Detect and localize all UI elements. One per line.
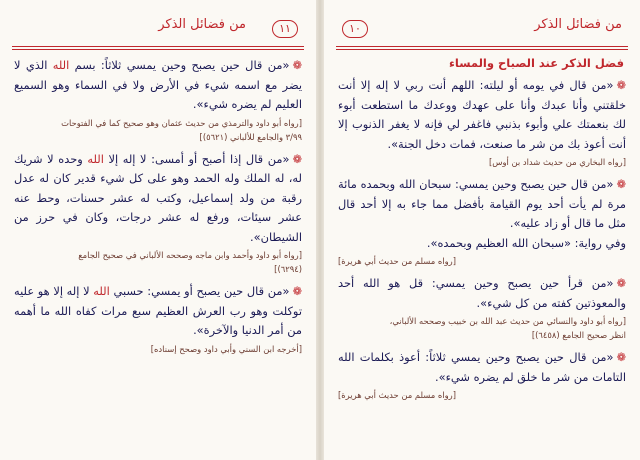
section-title: فضل الذكر عند الصباح والمساء	[449, 56, 624, 70]
right-page	[324, 0, 640, 460]
right-hadith-4	[338, 348, 626, 387]
left-header-title: من فضائل الذكر	[158, 17, 246, 32]
reference-line: (٦٢٩٤)]	[274, 264, 302, 274]
reference-line: [أخرجه ابن السني وأبي داود وصحح إسناده]	[150, 343, 302, 354]
right-header-title: من فضائل الذكر	[534, 17, 622, 32]
reference-line: انظر صحيح الجامع (٦٤٥٨)]	[531, 330, 626, 340]
right-hadith-1-text: «من قال في يومه أو ليلته: اللهم أنت ربي لا إله إلا أنت خلقتني وأنا عبدك وأنا على عهدك ووعدك ما استطعت أبوء لك بنعمتك علي وأبوء بذنبي فاغفر لي فإنه لا يغفر الذنوب إلا أنت أعوذ بك من شر ما صنعت، فمات دخل الجنة».	[338, 78, 626, 151]
flower-ornament-icon: ❁	[616, 276, 626, 290]
left-hadith-1	[14, 56, 302, 115]
left-page-header	[12, 14, 304, 48]
reference-line: [رواه أبو داود والترمذي من حديث عثمان وهو صحيح كما في الفتوحات	[61, 117, 302, 128]
left-page-content	[14, 56, 302, 362]
reference-line: [رواه مسلم من حديث أبي هريرة]	[338, 256, 456, 266]
reference-line: [رواه أبو داود وأحمد وابن ماجه وصححه الألباني في صحيح الجامع	[78, 250, 302, 260]
left-hadith-3-lead: «من قال حين يصبح أو يمسي: حسبي	[113, 284, 290, 298]
right-hadith-3-text: «من قرأ حين يصبح وحين يمسي: قل هو الله أحد والمعوذتين كفته من كل شيء».	[338, 276, 626, 310]
left-hadith-1-lead: «من قال حين يصبح وحين يمسي ثلاثاً: بسم	[74, 58, 290, 72]
right-page-header	[336, 14, 628, 48]
reference-line: [رواه مسلم من حديث أبي هريرة]	[338, 390, 456, 400]
left-hadith-2	[14, 150, 302, 248]
left-hadith-2-allah: الله	[87, 151, 104, 166]
reference-line: [رواه أبو داود والنسائي من حديث عبد الله بن خبيب وصححه الألباني،	[389, 316, 626, 326]
right-hadith-3	[338, 274, 626, 313]
flower-ornament-icon: ❁	[616, 350, 626, 364]
left-hadith-2-text: وحده لا شريك له، له الملك وله الحمد وهو على كل شيء قدير كان له عدل رقبة من ولد إسماعيل، وكتب له عشر حسنات، وحط عنه عشر سيئات، ورفع له عشر درجات، وكان في حرز من الشيطان».	[14, 151, 302, 244]
left-page-number: ١١	[272, 20, 298, 38]
left-hadith-1-reference	[14, 116, 302, 144]
right-hadith-3-reference	[338, 314, 626, 342]
left-hadith-1-allah: الله	[52, 58, 70, 72]
right-hadith-2-text: «من قال حين يصبح وحين يمسي: سبحان الله وبحمده مائة مرة لم يأت أحد يوم القيامة بأفضل مما جاء به إلا أحد قال مثل ما قال أو زاد عليه».	[338, 177, 626, 230]
right-page-content	[338, 56, 626, 408]
right-hadith-1-reference	[338, 155, 626, 169]
left-page	[0, 0, 316, 460]
left-hadith-3-reference	[14, 342, 302, 356]
flower-ornament-icon: ❁	[292, 151, 302, 166]
flower-ornament-icon: ❁	[616, 177, 626, 191]
left-hadith-2-lead: «من قال إذا أصبح أو أمسى: لا إله إلا	[108, 151, 290, 166]
right-page-number: ١٠	[342, 20, 368, 38]
right-hadith-4-reference	[338, 388, 626, 402]
right-hadith-2-narration: وفي رواية: «سبحان الله العظيم وبحمده».	[426, 235, 626, 250]
right-hadith-1	[338, 76, 626, 154]
right-hadith-4-text: «من قال حين يصبح وحين يمسي ثلاثاً: أعوذ بكلمات الله التامات من شر ما خلق لم يضره شيء».	[338, 350, 626, 384]
flower-ornament-icon: ❁	[292, 284, 302, 298]
reference-line: ٣/٩٩ والجامع للألباني (٥٦٢١)]	[199, 131, 302, 142]
left-hadith-1-text: الذي لا يضر مع اسمه شيء في الأرض ولا في السماء وهو السميع العليم لم يضره شيء».	[14, 58, 302, 111]
right-hadith-2	[338, 175, 626, 234]
left-hadith-3-allah: الله	[93, 284, 110, 298]
left-header-rule	[12, 46, 304, 47]
left-hadith-3	[14, 282, 302, 341]
left-hadith-3-text: لا إله إلا هو عليه توكلت وهو رب العرش العظيم سبع مرات كفاه الله ما أهمه من أمر الدنيا والآخرة».	[14, 284, 302, 337]
flower-ornament-icon: ❁	[292, 58, 302, 72]
right-header-rule	[336, 46, 628, 47]
reference-line: [رواه البخاري من حديث شداد بن أوس]	[488, 157, 626, 167]
right-hadith-2-reference	[338, 254, 626, 268]
left-hadith-2-reference	[14, 248, 302, 276]
flower-ornament-icon: ❁	[616, 78, 626, 92]
book-gutter	[316, 0, 324, 460]
left-header-rule-thin	[12, 49, 304, 50]
right-header-rule-thin	[336, 49, 628, 50]
